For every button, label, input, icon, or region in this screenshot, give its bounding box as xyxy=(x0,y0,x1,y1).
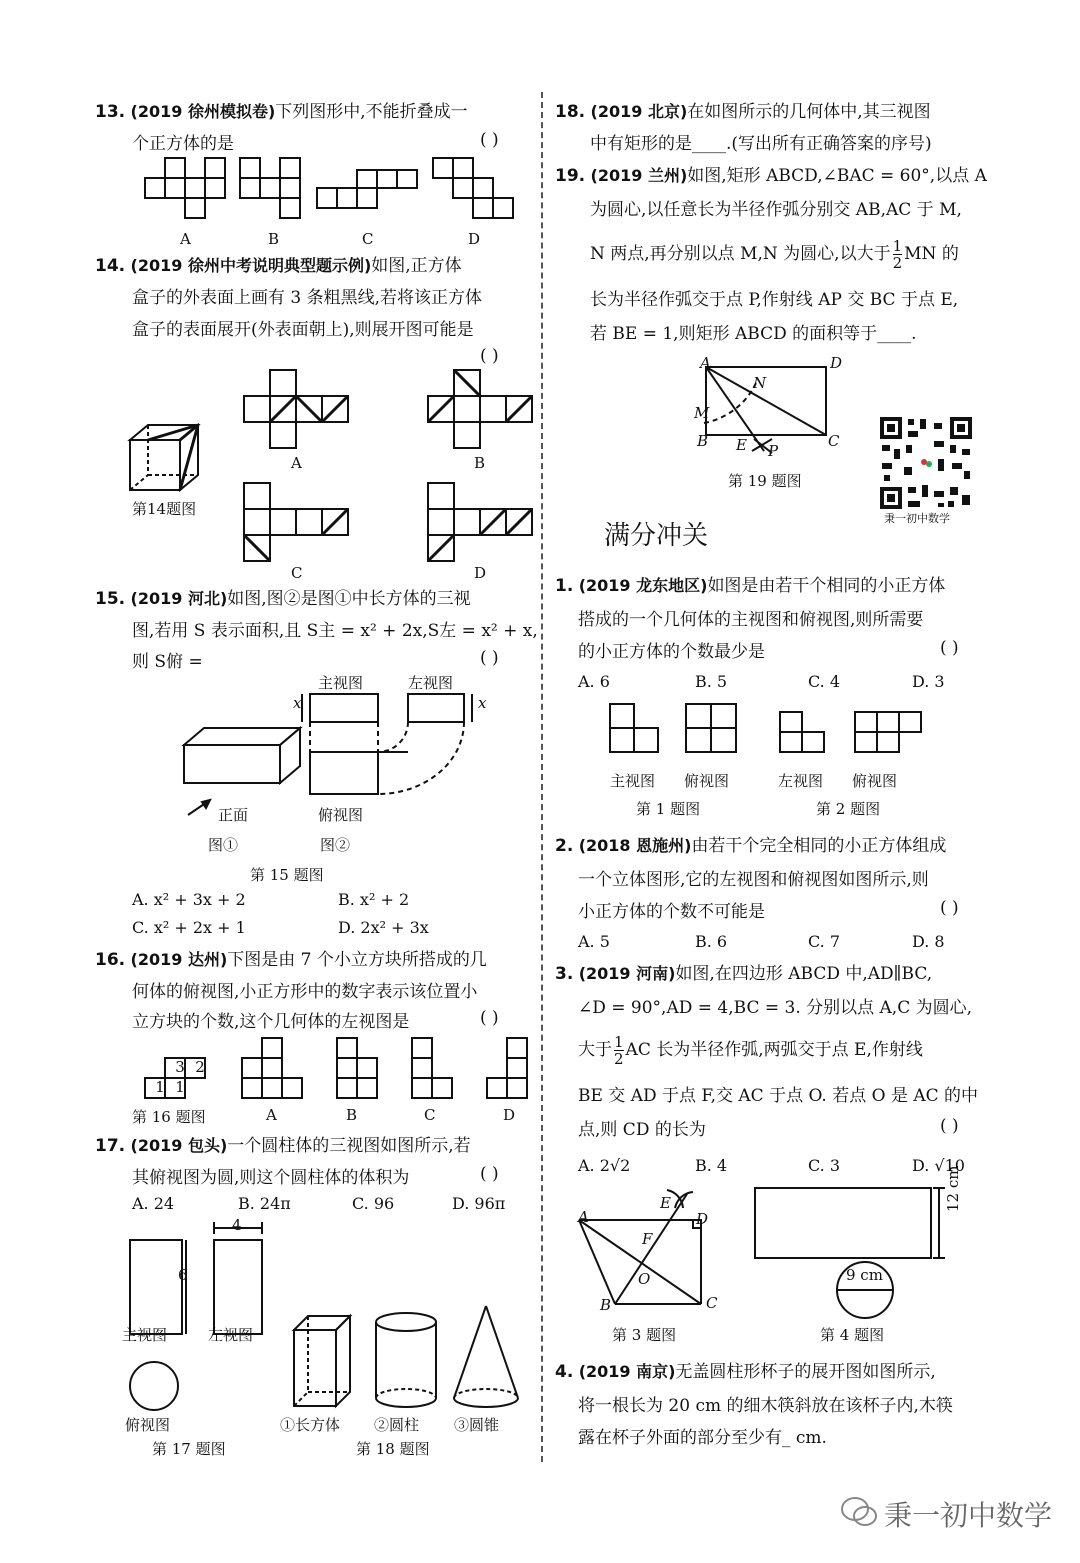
q19-line4: 长为半径作弧交于点 P,作射线 AP 交 BC 于点 E, xyxy=(590,290,959,310)
q15-option-d: D. 2x² + 3x xyxy=(338,918,429,937)
q14-label-b: B xyxy=(474,454,486,472)
s3-option-b: B. 4 xyxy=(695,1156,728,1175)
q17-q18-figure xyxy=(128,1220,528,1420)
s1-answer-paren: ( ) xyxy=(940,638,959,658)
s3-option-a: A. 2√2 xyxy=(578,1156,631,1175)
q15-fig2-label: 图② xyxy=(320,836,351,854)
q16-caption: 第 16 题图 xyxy=(132,1108,206,1126)
s3-option-d: D. √10 xyxy=(912,1156,965,1175)
s2-option-d: D. 8 xyxy=(912,932,945,951)
q15-front-view-label: 主视图 xyxy=(318,674,364,692)
q19-point-c: C xyxy=(828,432,840,450)
q19-point-b: B xyxy=(697,432,709,450)
qr-label: 秉一初中数学 xyxy=(884,512,950,525)
q14-line2: 盒子的外表面上画有 3 条粗黑线,若将该正方体 xyxy=(132,288,483,308)
q19-point-m: M xyxy=(694,404,710,422)
q19-line5: 若 BE = 1,则矩形 ABCD 的面积等于____. xyxy=(590,324,917,344)
q13-label-d: D xyxy=(468,230,481,248)
s1-caption: 第 1 题图 xyxy=(636,800,701,818)
s3-line4: BE 交 AD 于点 F,交 AC 于点 O. 若点 O 是 AC 的中 xyxy=(578,1086,979,1106)
s4-dim-9cm: 9 cm xyxy=(846,1266,883,1284)
q16-line1: 16. (2019 达州)下图是由 7 个小立方块所搭成的几 xyxy=(95,950,487,970)
q17-line1: 17. (2019 包头)一个圆柱体的三视图如图所示,若 xyxy=(95,1136,471,1156)
q14-label-d: D xyxy=(474,564,487,582)
q17-option-c: C. 96 xyxy=(352,1194,395,1213)
s1-option-b: B. 5 xyxy=(695,672,728,691)
s1-front-view-label: 主视图 xyxy=(610,772,656,790)
q15-option-b: B. x² + 2 xyxy=(338,890,410,909)
q13-label-a: A xyxy=(180,230,191,248)
q18-shape-cuboid: ①长方体 xyxy=(280,1416,341,1434)
q16-grid-1a: 1 xyxy=(155,1078,165,1096)
q15-line3: 则 S俯 = xyxy=(132,652,203,672)
s2-line1: 2. (2018 恩施州)由若干个完全相同的小正方体组成 xyxy=(555,836,947,856)
q18-shape-cone: ③圆锥 xyxy=(454,1416,500,1434)
q16-label-c: C xyxy=(424,1106,436,1124)
s3-line5: 点,则 CD 的长为 xyxy=(578,1120,706,1140)
section-title: 满分冲关 xyxy=(604,521,709,551)
q14-label-c: C xyxy=(291,564,303,582)
q16-grid-2: 2 xyxy=(195,1058,205,1076)
q19-line1: 19. (2019 兰州)如图,矩形 ABCD,∠BAC = 60°,以点 A xyxy=(555,166,987,186)
s1-line2: 搭成的一个几何体的主视图和俯视图,则所需要 xyxy=(578,610,924,630)
q17-caption: 第 17 题图 xyxy=(152,1440,226,1458)
q17-option-d: D. 96π xyxy=(452,1194,506,1213)
s1-option-d: D. 3 xyxy=(912,672,945,691)
q17-dim-4: 4 xyxy=(232,1216,242,1234)
wechat-icon xyxy=(840,1495,878,1529)
q19-line3: N 两点,再分别以点 M,N 为圆心,以大于 $\frac{1}{2}$ MN 的 xyxy=(590,237,959,272)
q16-label-d: D xyxy=(503,1106,516,1124)
q15-x-right: x xyxy=(478,694,487,712)
q13-line1: 13. (2019 徐州模拟卷)下列图形中,不能折叠成一 xyxy=(95,102,468,122)
q15-caption: 第 15 题图 xyxy=(250,866,324,884)
q17-option-a: A. 24 xyxy=(132,1194,175,1213)
s4-caption: 第 4 题图 xyxy=(820,1326,885,1344)
s2-option-c: C. 7 xyxy=(808,932,841,951)
s3-line1: 3. (2019 河南)如图,在四边形 ABCD 中,AD∥BC, xyxy=(555,964,933,984)
q15-line1: 15. (2019 河北)如图,图②是图①中长方体的三视 xyxy=(95,589,471,609)
s4-dim-12cm: 12 cm xyxy=(944,1165,962,1212)
q19-point-e: E xyxy=(736,436,747,454)
q17-option-b: B. 24π xyxy=(238,1194,291,1213)
s2-left-view-label: 左视图 xyxy=(778,772,824,790)
s3-s4-figure xyxy=(575,1186,975,1321)
s2-option-b: B. 6 xyxy=(695,932,728,951)
s4-line1: 4. (2019 南京)无盖圆柱形杯子的展开图如图所示, xyxy=(555,1362,936,1382)
s3-answer-paren: ( ) xyxy=(940,1116,959,1136)
s3-point-e: E xyxy=(660,1194,671,1212)
s3-point-o: O xyxy=(638,1270,651,1288)
s3-point-d: D xyxy=(696,1210,709,1228)
q18-line2: 中有矩形的是____.(写出所有正确答案的序号) xyxy=(590,134,932,154)
q16-label-a: A xyxy=(266,1106,277,1124)
q14-line1: 14. (2019 徐州中考说明典型题示例)如图,正方体 xyxy=(95,256,462,276)
s1-option-a: A. 6 xyxy=(578,672,610,691)
q13-label-c: C xyxy=(362,230,374,248)
q15-x-left: x xyxy=(293,694,302,712)
q15-top-view-label: 俯视图 xyxy=(318,806,364,824)
q13-nets-figure xyxy=(145,158,535,228)
q14-answer-paren: ( ) xyxy=(480,346,499,366)
q13-answer-paren: ( ) xyxy=(480,130,499,150)
s2-option-a: A. 5 xyxy=(578,932,610,951)
s1-option-c: C. 4 xyxy=(808,672,841,691)
q19-caption: 第 19 题图 xyxy=(728,472,802,490)
s3-point-b: B xyxy=(600,1296,612,1314)
q17-line2: 其俯视图为圆,则这个圆柱体的体积为 xyxy=(132,1168,410,1188)
q16-line2: 何体的俯视图,小正方形中的数字表示该位置小 xyxy=(132,982,478,1002)
q19-point-n: N xyxy=(753,374,767,392)
q15-answer-paren: ( ) xyxy=(480,648,499,668)
q13-line2: 个正方体的是 xyxy=(132,134,234,154)
q16-grid-3: 3 xyxy=(175,1058,185,1076)
q15-left-view-label: 左视图 xyxy=(408,674,454,692)
q15-fig1-label: 图① xyxy=(208,836,239,854)
q15-front-face-label: 正面 xyxy=(218,806,249,824)
s3-caption: 第 3 题图 xyxy=(612,1326,677,1344)
s3-point-f: F xyxy=(642,1230,653,1248)
watermark-text: 秉一初中数学 xyxy=(884,1499,1053,1532)
q16-label-b: B xyxy=(346,1106,358,1124)
q17-front-view-label: 主视图 xyxy=(122,1326,168,1344)
q16-grid-1b: 1 xyxy=(175,1078,185,1096)
s2-caption: 第 2 题图 xyxy=(816,800,881,818)
q18-caption: 第 18 题图 xyxy=(356,1440,430,1458)
s1-top-view-label: 俯视图 xyxy=(684,772,730,790)
s1-line3: 的小正方体的个数最少是 xyxy=(578,642,765,662)
q16-answer-paren: ( ) xyxy=(480,1008,499,1028)
s2-answer-paren: ( ) xyxy=(940,898,959,918)
s4-line3: 露在杯子外面的部分至少有_ cm. xyxy=(578,1428,827,1448)
q14-label-a: A xyxy=(291,454,302,472)
s1-s2-views-figure xyxy=(610,702,920,758)
s3-point-a: A xyxy=(578,1208,589,1226)
q14-line3: 盒子的表面展开(外表面朝上),则展开图可能是 xyxy=(132,320,474,340)
q18-shape-cylinder: ②圆柱 xyxy=(374,1416,420,1434)
q16-line3: 立方块的个数,这个几何体的左视图是 xyxy=(132,1012,410,1032)
s3-option-c: C. 3 xyxy=(808,1156,841,1175)
s3-point-c: C xyxy=(706,1294,718,1312)
q17-answer-paren: ( ) xyxy=(480,1164,499,1184)
q17-left-view-label: 左视图 xyxy=(208,1326,254,1344)
s2-top-view-label: 俯视图 xyxy=(852,772,898,790)
q15-option-c: C. x² + 2x + 1 xyxy=(132,918,246,937)
q15-line2: 图,若用 S 表示面积,且 S主 = x² + 2x,S左 = x² + x, xyxy=(132,621,538,641)
q15-option-a: A. x² + 3x + 2 xyxy=(132,890,246,909)
q13-label-b: B xyxy=(268,230,280,248)
column-divider xyxy=(541,92,543,1462)
s4-line2: 将一根长为 20 cm 的细木筷斜放在该杯子内,木筷 xyxy=(578,1396,953,1416)
qr-code[interactable] xyxy=(878,415,974,511)
s3-line2: ∠D = 90°,AD = 4,BC = 3. 分别以点 A,C 为圆心, xyxy=(578,998,973,1018)
s3-line3: 大于 $\frac{1}{2}$ AC 长为半径作弧,两弧交于点 E,作射线 xyxy=(578,1033,923,1068)
q17-top-view-label: 俯视图 xyxy=(125,1416,171,1434)
q14-caption: 第14题图 xyxy=(132,500,197,518)
s2-line3: 小正方体的个数不可能是 xyxy=(578,902,765,922)
q19-line2: 为圆心,以任意长为半径作弧分别交 AB,AC 于 M, xyxy=(590,200,962,220)
q19-point-a: A xyxy=(700,354,711,372)
q18-line1: 18. (2019 北京)在如图所示的几何体中,其三视图 xyxy=(555,102,931,122)
q19-point-p: P xyxy=(768,442,779,460)
s2-line2: 一个立体图形,它的左视图和俯视图如图所示,则 xyxy=(578,870,929,890)
q19-point-d: D xyxy=(830,354,843,372)
q17-dim-6: 6 xyxy=(178,1266,188,1284)
s1-line1: 1. (2019 龙东地区)如图是由若干个相同的小正方体 xyxy=(555,576,946,596)
